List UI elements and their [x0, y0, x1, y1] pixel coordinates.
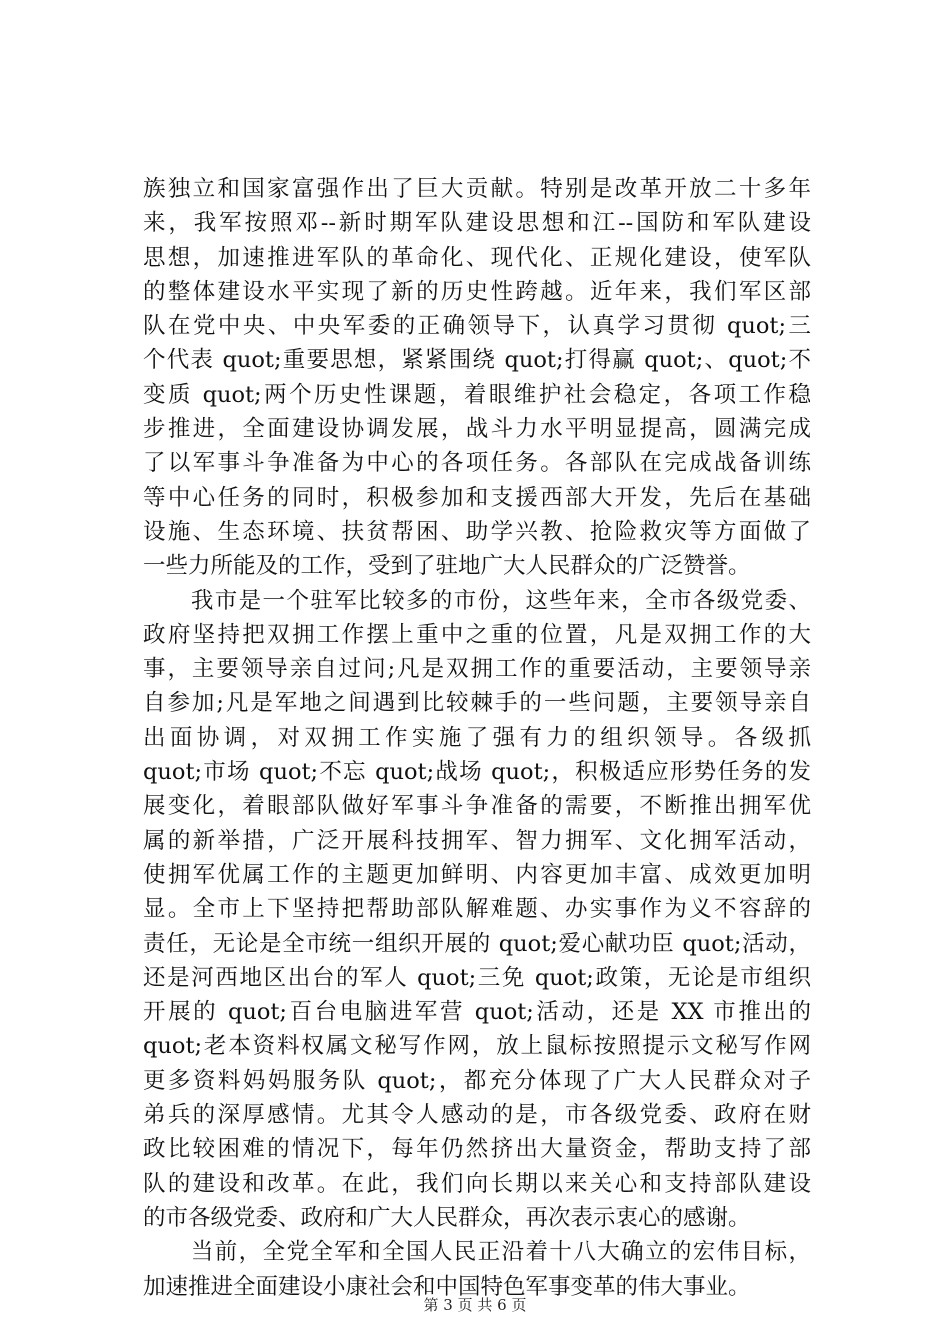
text-line: 来，我军按照邓--新时期军队建设思想和江--国防和军队建设: [143, 210, 811, 237]
paragraph: [143, 584, 811, 1236]
text-line: 开展的 quot;百台电脑进军营 quot;活动，还是 XX 市推出的: [143, 999, 811, 1026]
text-line: 自参加;凡是军地之间遇到比较棘手的一些问题，主要领导亲自: [143, 690, 811, 717]
text-line: 显。全市上下坚持把帮助部队解难题、办实事作为义不容辞的: [143, 896, 811, 923]
text-line: 队在党中央、中央军委的正确领导下，认真学习贯彻 quot;三: [143, 313, 811, 340]
text-line: 我市是一个驻军比较多的市份，这些年来，全市各级党委、: [143, 587, 811, 614]
text-line: 变质 quot;两个历史性课题，着眼维护社会稳定，各项工作稳: [143, 381, 811, 408]
text-line: 的整体建设水平实现了新的历史性跨越。近年来，我们军区部: [143, 278, 811, 305]
page-footer: 第 3 页 共 6 页: [423, 1296, 527, 1314]
text-line: 等中心任务的同时，积极参加和支援西部大开发，先后在基础: [143, 484, 811, 511]
text-line: 属的新举措，广泛开展科技拥军、智力拥军、文化拥军活动，: [143, 827, 811, 854]
text-line: 政府坚持把双拥工作摆上重中之重的位置，凡是双拥工作的大: [143, 621, 811, 648]
text-line: 加速推进全面建设小康社会和中国特色军事变革的伟大事业。: [143, 1273, 751, 1300]
text-line: 步推进，全面建设协调发展，战斗力水平明显提高，圆满完成: [143, 416, 811, 443]
text-line: quot;市场 quot;不忘 quot;战场 quot;，积极适应形势任务的发: [143, 759, 811, 786]
text-line: 族独立和国家富强作出了巨大贡献。特别是改革开放二十多年: [143, 176, 811, 202]
text-line: 弟兵的深厚感情。尤其令人感动的是，市各级党委、政府在财: [143, 1102, 811, 1129]
text-line: 使拥军优属工作的主题更加鲜明、内容更加丰富、成效更加明: [143, 861, 811, 888]
text-line: 了以军事斗争准备为中心的各项任务。各部队在完成战备训练: [143, 450, 811, 477]
text-line: 队的建设和改革。在此，我们向长期以来关心和支持部队建设: [143, 1170, 811, 1197]
text-line: 当前，全党全军和全国人民正沿着十八大确立的宏伟目标，: [143, 1239, 811, 1266]
text-line: 更多资料妈妈服务队 quot;，都充分体现了广大人民群众对子: [143, 1067, 811, 1094]
paragraph: [143, 172, 811, 584]
text-line: 一些力所能及的工作，受到了驻地广大人民群众的广泛赞誉。: [143, 553, 751, 580]
document-body: [143, 172, 811, 1304]
text-line: 政比较困难的情况下，每年仍然挤出大量资金，帮助支持了部: [143, 1136, 811, 1163]
text-line: 个代表 quot;重要思想，紧紧围绕 quot;打得赢 quot;、quot;不: [143, 347, 811, 374]
text-line: 还是河西地区出台的军人 quot;三免 quot;政策，无论是市组织: [143, 964, 811, 991]
text-line: 责任，无论是全市统一组织开展的 quot;爱心献功臣 quot;活动，: [143, 930, 811, 957]
text-line: 展变化，着眼部队做好军事斗争准备的需要，不断推出拥军优: [143, 793, 811, 820]
text-line: 思想，加速推进军队的革命化、现代化、正规化建设，使军队: [143, 244, 811, 271]
text-line: 的市各级党委、政府和广大人民群众，再次表示衷心的感谢。: [143, 1204, 751, 1231]
text-line: 设施、生态环境、扶贫帮困、助学兴教、抢险救灾等方面做了: [143, 518, 811, 545]
text-line: 出面协调，对双拥工作实施了强有力的组织领导。各级抓: [143, 724, 811, 751]
text-line: 事，主要领导亲自过问;凡是双拥工作的重要活动，主要领导亲: [143, 656, 811, 683]
text-line: quot;老本资料权属文秘写作网，放上鼠标按照提示文秘写作网: [143, 1033, 811, 1060]
